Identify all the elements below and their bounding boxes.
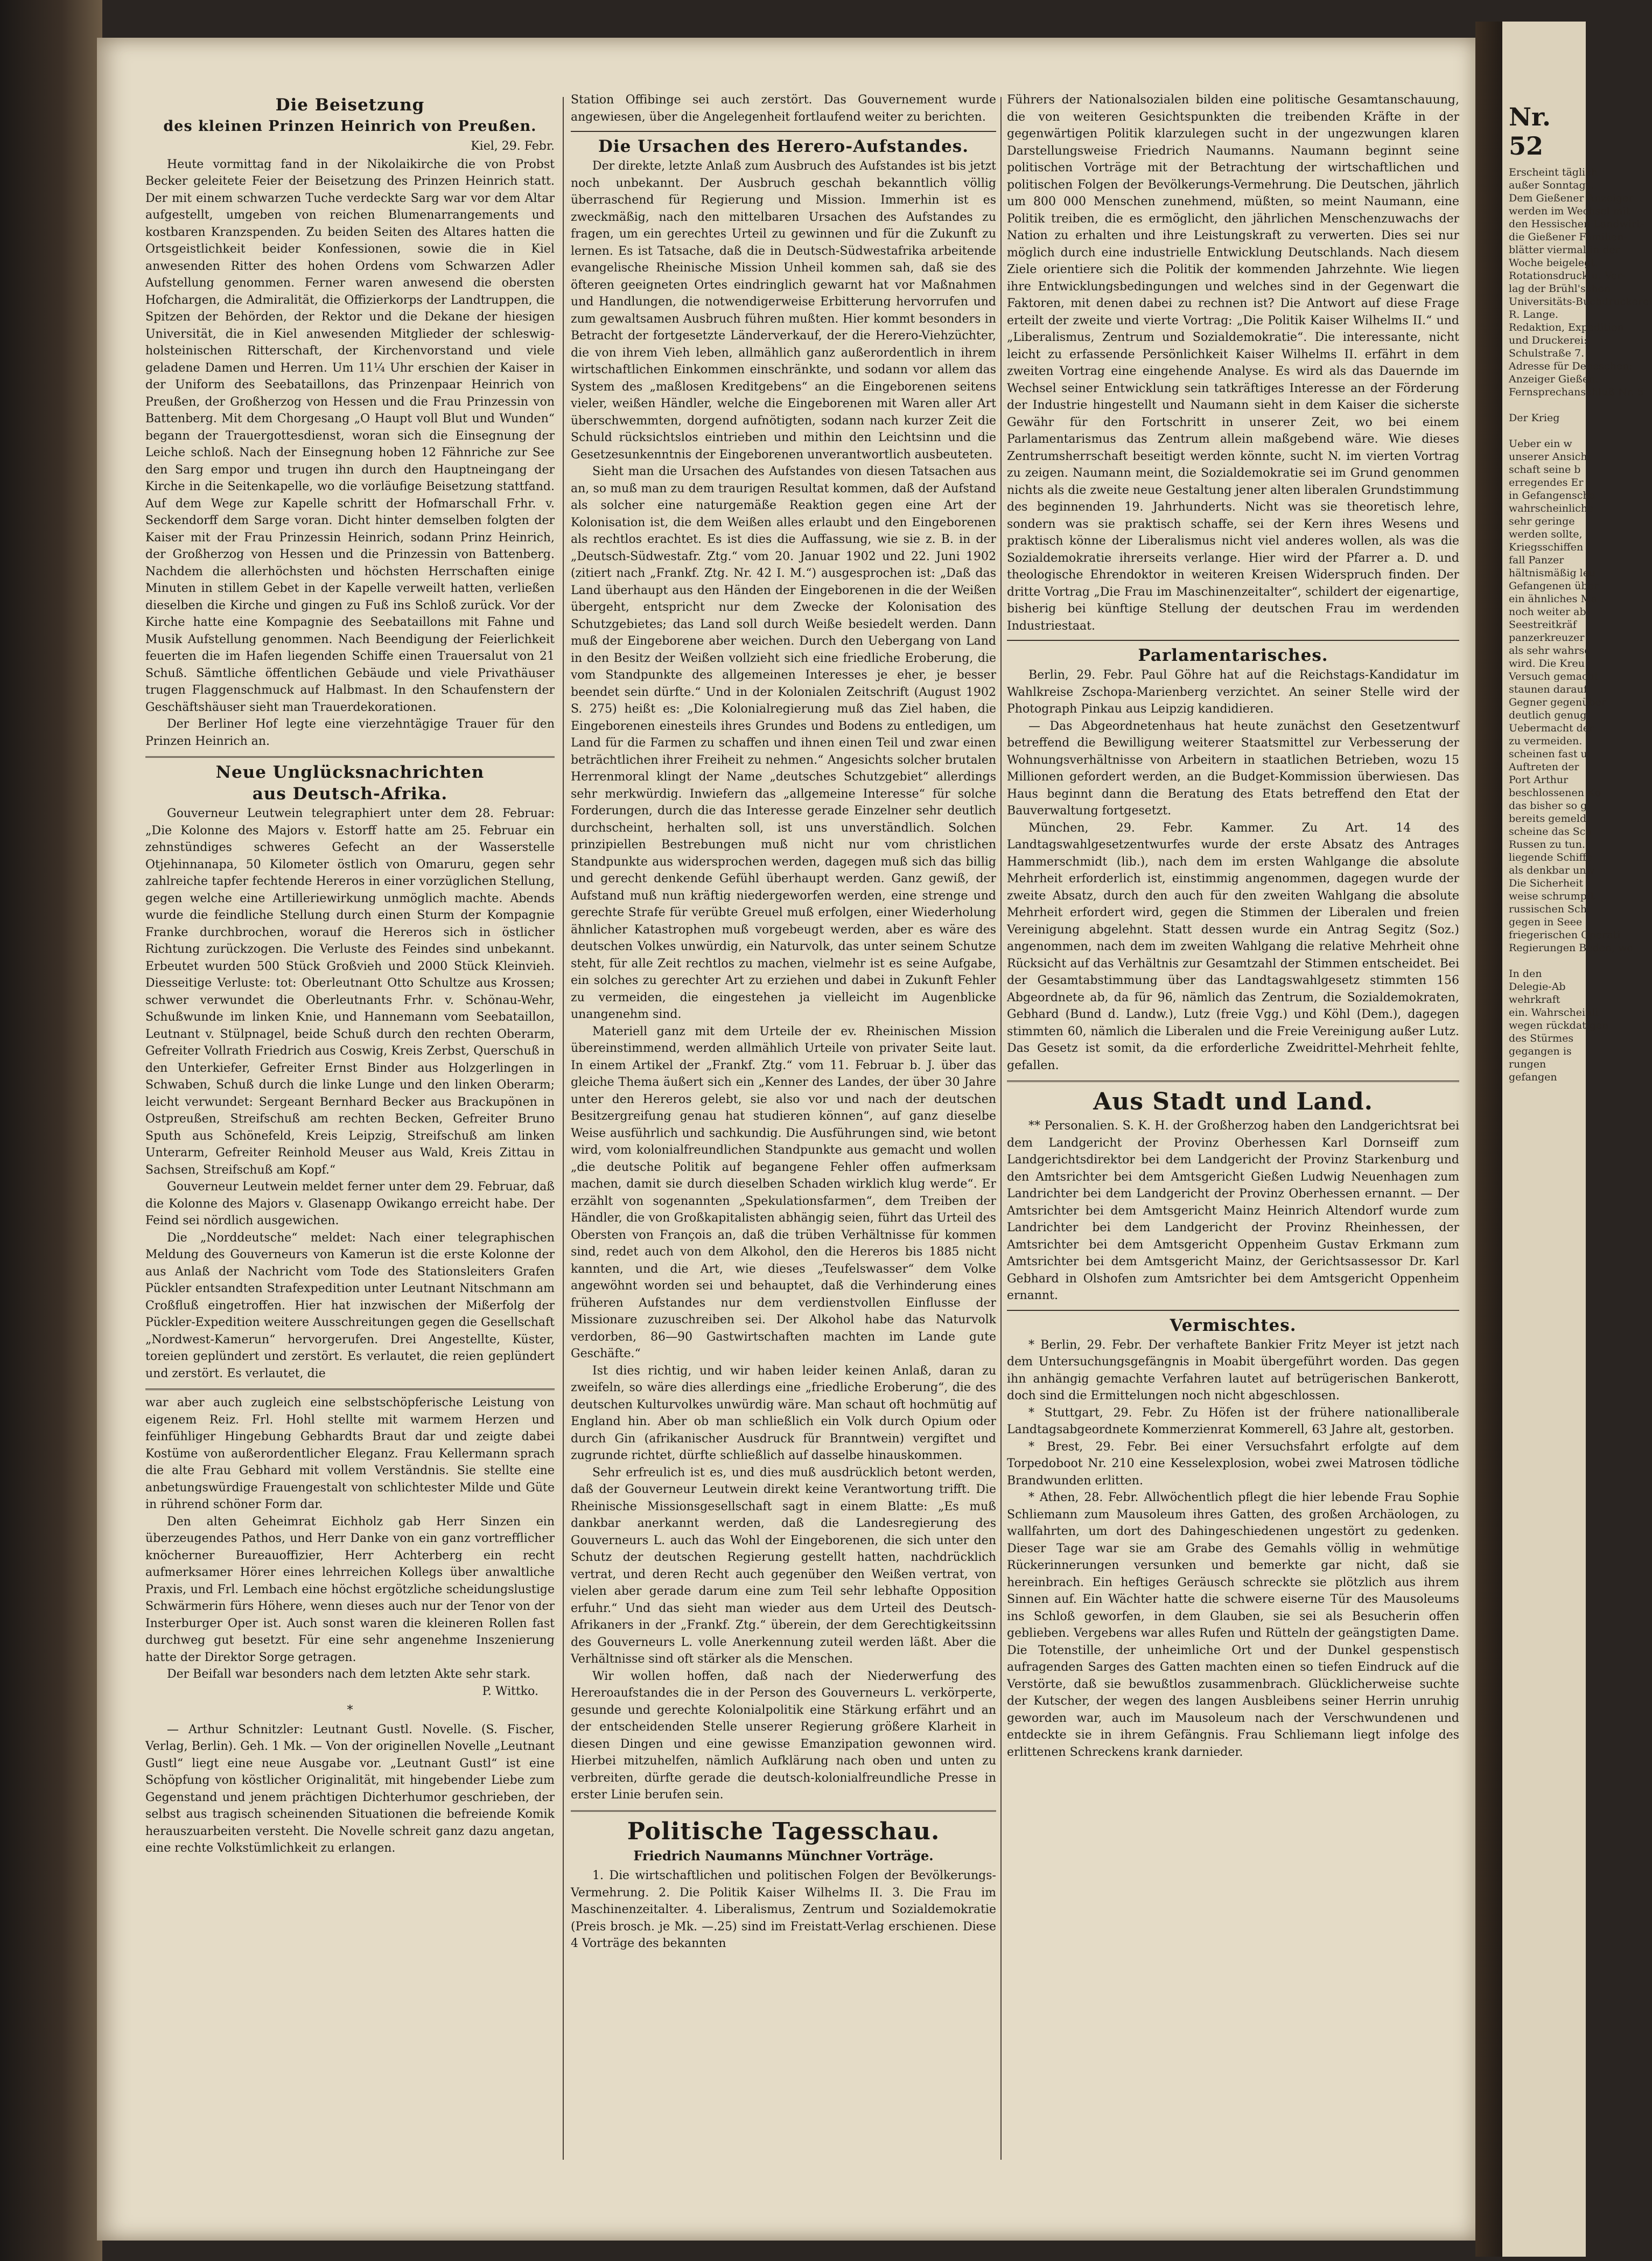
column-rule-1 [563,97,564,2160]
article-paragraph: Führers der Nationalsozialen bilden eine politische Gesamtanschauung, die von weiteren Gesichtspunkten die treibenden Kräfte in der gegenwärtigen Politik klarzulegen sucht in der ungezwungen klaren Darstellungsweise Friedrich Naumanns. Naumann beginnt seine politischen Vorträge mit der Betrachtung der wirtschaftlichen und politischen Folgen der Bevölkerungs-Vermehrung. Die Deutschen, jährlich um 800 000 Menschen zunehmend, müßten, so meint Naumann, eine Politik treiben, die es ermöglicht, den jährlichen Menschenzuwachs der Nation zu erhalten und ihre Leistungskraft zu verwerten. Dies sei nur möglich durch eine industrielle Entwicklung Deutschlands. Nach diesem Ziele orientiere sich die Politik der kommenden Jahrzehnte. Wie liegen ihre Entwicklungsbedingungen und welches sind in der Gegenwart die Faktoren, mit denen dabei zu rechnen ist? Die Antwort auf diese Frage erteilt der zweite und vierte Vortrag: „Die Politik Kaiser Wilhelms II.“ und „Liberalismus, Zentrum und Sozialdemokratie“. Die interessante, nicht leicht zu erfassende Persönlichkeit Kaiser Wilhelms II. erfährt in dem zweiten Vortrag eine eingehende Analyse. Es wird als das Dauernde im Wechsel seiner Entwicklung sein tatkräftiges Interesse an der Förderung der Industrie hingestellt und Naumann sieht in dem Kaiser die sicherste Gewähr für den Fortschritt in unserer Zeit, wo bei einem Parlamentarismus das Zentrum allein maßgebend wäre. Wie dieses Zentrumsherrschaft beseitigt werden könnte, sucht N. im vierten Vortrag zu zeigen. Naumann meint, die Sozialdemokratie sei im Grund genommen nichts als die zweite neue Gestaltung jener alten liberalen Grundstimmung des beginnenden 19. Jahrhunderts. Nicht was sie theoretisch lehre, sondern was sie praktisch schaffe, sei der Kern ihres Wesens und praktisch könne der Liberalismus nicht viel anderes wollen, als was die Sozialdemokratie ihrerseits verlange. Hier wird der Pfarrer a. D. und theologische Ehrendoktor in weiteren Kreisen Widerspruch finden. Der dritte Vortrag „Die Frau im Maschinenzeitalter“, schildert der eigenartige, bisherig bei künftige Stellung der deutschen Frau im werdenden Industriestaat. [1007,93,1459,633]
section-divider [1007,1080,1459,1082]
feuilleton-divider [145,1388,555,1390]
section-divider [571,1810,996,1812]
article-paragraph: ** Personalien. S. K. H. der Großherzog haben den Landgerichtsrat bei dem Landgericht der Provinz Oberhessen Karl Dornseiff zum Landgerichtsdirektor bei dem Landgericht der Provinz Starkenburg und den Amtsrichter bei dem Amtsgericht Gießen Ludwig Neuenhagen zum Landrichter bei dem Landgericht der Provinz Oberhessen ernannt. — Der Amtsrichter bei dem Amtsgericht Mainz Heinrich Altendorf wurde zum Landrichter bei dem Landgericht der Provinz Rheinhessen, der Amtsrichter bei dem Amtsgericht Oppenheim Gustav Erkmann zum Amtsrichter bei dem Amtsgericht Mainz, der Gerichtsassessor Dr. Karl Gebhard in Olshofen zum Amtsrichter bei dem Amtsgericht Oppenheim ernannt. [1007,1119,1459,1302]
headline-stadt-und-land: Aus Stadt und Land. [1093,1088,1373,1115]
article-paragraph: München, 29. Febr. Kammer. Zu Art. 14 des Landtagswahlgesetzentwurfes wurde der erste Absatz des Antrages Hammerschmidt (lib.), nach dem im ersten Wahlgange die absolute Mehrheit erforderlich ist, einstimmig angenommen, dagegen wurde der zweite Absatz, durch den auch für den zweiten Wahlgang die absolute Mehrheit erfordert wird, gegen die Stimmen der Liberalen und freien Vereinigung abgelehnt. Statt dessen wurde ein Antrag Segitz (Soz.) angenommen, nach dem im zweiten Wahlgang die relative Mehrheit ohne Rücksicht auf das Verhältnis zur Gesamtzahl der Stimmen entscheidet. Bei der Gesamtabstimmung über das Landtagswahlgesetz stimmten 156 Abgeordnete ab, da für 96, nämlich das Zentrum, die Sozialdemokraten, Gebhard (Bund d. Landw.), Lutz (freie Vgg.) und Köhl (Dem.), dagegen stimmten 60, nämlich die Liberalen und die Freie Vereinigung außer Lutz. Das Gesetz ist somit, da die erforderliche Zweidrittel-Mehrheit fehlte, gefallen. [1007,821,1459,1072]
headline-unglueck-sub: aus Deutsch-Afrika. [252,784,448,804]
news-item: * Brest, 29. Febr. Bei einer Versuchsfahrt erfolgte auf dem Torpedoboot Nr. 210 eine Kesselexplosion, wobei zwei Matrosen tödliche Brandwunden erlitten. [1007,1440,1459,1488]
book-binding [0,0,102,2261]
feuilleton-paragraph: war aber auch zugleich eine selbstschöpferische Leistung von eigenem Reiz. Frl. Hohl stellte mit warmem Herzen und feinfühliger Hingebung Gebhardts Braut dar und zeigte dabei Kostüme von außerordentlicher Eleganz. Frau Kellermann sprach die alte Frau Gebhard mit vollem Verständnis. Sie stellte eine anbetungswürdige Frauengestalt von schlichtester Milde und Güte in rührend schöner Form dar. [145,1396,555,1511]
article-paragraph: Wir wollen hoffen, daß nach der Niederwerfung des Hereroaufstandes die in der Person des Gouverneurs L. verkörperte, gesunde und gerechte Kolonialpolitik eine Stärkung erfährt und an der entscheidenden Stelle unserer Regierung größere Klarheit in diesen Dingen und eine gewisse Emanzipation gewonnen wird. Hierbei mitzuhelfen, nämlich Aufklärung nach oben und unten zu verbreiten, dürfte gerade die deutsch-kolonialfreundliche Presse in erster Linie berufen sein. [571,1669,996,1802]
headline-beisetzung-sub: des kleinen Prinzen Heinrich von Preußen. [163,118,537,135]
column-1 [145,92,555,2176]
book-review-paragraph: — Arthur Schnitzler: Leutnant Gustl. Novelle. (S. Fischer, Verlag, Berlin). Geh. 1 Mk. — Von der originellen Novelle „Leutnant Gustl“ liegt eine neue Ausgabe vor. „Leutnant Gustl“ ist eine Schöpfung von köstlicher Originalität, mit hingebender Liebe zum Gegenstand und jenem prächtigen Dichterhumor geschrieben, der selbst aus tragisch scheinenden Situationen die befreiende Komik herauszuarbeiten versteht. Die Novelle schreit ganz dazu angetan, eine rechte Volkstümlichkeit zu erlangen. [145,1722,555,1855]
article-paragraph: Der Berliner Hof legte eine vierzehntägige Trauer für den Prinzen Heinrich an. [145,717,555,748]
column-rule-2 [1000,97,1002,2160]
article-paragraph: Berlin, 29. Febr. Paul Göhre hat auf die Reichstags-Kandidatur im Wahlkreise Zschopa-Marienberg verzichtet. An seiner Stelle wird der Photograph Pinkau aus Leipzig kandidieren. [1007,668,1459,716]
article-paragraph: Die „Norddeutsche“ meldet: Nach einer telegraphischen Meldung des Gouverneurs von Kamerun ist die erste Kolonne der aus Anlaß der Nachricht vom Tode des Stationsleiters Grafen Pückler entsandten Strafexpedition unter Leutnant Nitschmann am Croßfluß eingetroffen. Hier hat inzwischen der Mißerfolg der Pückler-Expedition weitere Ausschreitungen gegen die Gesellschaft „Nordwest-Kamerun“ hervorgerufen. Drei Angestellte, Küster, toreien geplündert und zerstört. Es verlautet, die reien geplündert und zerstört. Es verlautet, die [145,1231,555,1380]
section-divider [145,756,555,758]
issue-number: Nr. 52 [1509,102,1551,160]
section-divider [571,131,996,132]
author-signature: P. Wittko. [482,1684,538,1698]
article-paragraph: Heute vormittag fand in der Nikolaikirche die von Probst Becker geleitete Feier der Beisetzung des Prinzen Heinrich statt. Der mit einem schwarzen Tuche verdeckte Sarg war vor dem Altar aufgestellt, umgeben von reichen Blumenarrangements und kostbaren Kranzspenden. Zu beiden Seiten des Altares hatten die Ortsgeistlichkeit beider Konfessionen, sowie die in Kiel anwesenden Ritter des hohen Ordens vom Schwarzen Adler Aufstellung genommen. Ferner waren anwesend die obersten Hofchargen, die Admiralität, die Offizierkorps der Landtruppen, die Spitzen der Behörden, der Rektor und die Dekane der hiesigen Universität, die in Kiel anwesenden Mitglieder der schleswig-holsteinischen Ritterschaft, der Kirchenvorstand und viele geladene Damen und Herren. Um 11¼ Uhr erschien der Kaiser in der Uniform des Seebataillons, das Prinzenpaar Heinrich von Preußen, der Großherzog von Hessen und die Frau Prinzessin von Battenberg. Mit dem Chorgesang „O Haupt voll Blut und Wunden“ begann der Trauergottesdienst, woran sich die Einsegnung der Leiche schloß. Nach der Einsegnung hoben 12 Fähnriche zur See den Sarg empor und trugen ihn durch den Hauptneingang der Kirche in die Seitenkapelle, wo die vorläufige Beisetzung stattfand. Auf dem Wege zur Kapelle schritt der Hofmarschall Frhr. v. Seckendorff dem Sarge voran. Dicht hinter demselben folgten der Kaiser mit der Frau Prinzessin Heinrich, sodann Prinz Heinrich, der Großherzog von Hessen und die Prinzessin von Battenberg. Nachdem die allerhöchsten und höchsten Herrschaften einige Minuten in stillem Gebet in der Kapelle verweilt hatten, verließen dieselben die Kirche und gingen zu Fuß ins Schloß zurück. Vor der Kirche hatte eine Kompagnie des Seebataillons mit Fahne und Musik Aufstellung genommen. Nach Beendigung der Feierlichkeit feuerten die im Hafen liegenden Schiffe einen Trauersalut von 21 Schuß. Sämtliche öffentlichen Gebäude und viele Privathäuser trugen Flaggenschmuck auf Halbmast. In den Schaufenstern der Geschäftshäuser sieht man Trauerdekorationen. [145,157,555,714]
subheadline-naumann: Friedrich Naumanns Münchner Vorträge. [633,1847,934,1864]
feuilleton-paragraph: Den alten Geheimrat Eichholz gab Herr Sinzen ein überzeugendes Pathos, und Herr Danke von ein ganz vortrefflicher knöcherner Bureauoffizier, Herr Achterberg ein recht aufmerksamer Hörer eines lehrreichen Kollegs über anwaltliche Praxis, und Frl. Lembach eine höchst ergötzliche scheidungslustige Schwärmerin fürs Höhere, wenn dieses auch nur der Tenor von der Insterburger Oper ist. Auch sonst waren die kleineren Rollen fast durchweg gut besetzt. Für eine sehr angenehme Inszenierung hatte der Direktor Sorge getragen. [145,1515,555,1664]
section-divider [1007,640,1459,641]
asterisk-divider: * [347,1704,353,1717]
dateline: Kiel, 29. Febr. [471,139,555,153]
article-paragraph: 1. Die wirtschaftlichen und politischen Folgen der Bevölkerungs-Vermehrung. 2. Die Politik Kaiser Wilhelms II. 3. Die Frau im Maschinenzeitalter. 4. Liberalismus, Zentrum und Sozialdemokratie (Preis brosch. je Mk. —.25) sind im Freistatt-Verlag erschienen. Diese 4 Vorträge des bekannten [571,1869,996,1950]
article-paragraph: — Das Abgeordnetenhaus hat heute zunächst den Gesetzentwurf betreffend die Bewilligung weiterer Staatsmittel zur Verbesserung der Wohnungsverhältnisse von Arbeitern in staatlichen Betrieben, wozu 15 Millionen gefordert werden, an die Budget-Kommission überwiesen. Das Haus beginnt dann die Beratung des Etats betreffend den Etat der Bauverwaltung fortgesetzt. [1007,719,1459,818]
article-paragraph: Gouverneur Leutwein telegraphiert unter dem 28. Februar: „Die Kolonne des Majors v. Estorff hatte am 25. Februar ein zehnstündiges schweres Gefecht an der Wasserstelle Otjehinnanapa, 50 Kilometer östlich von Omaruru, gegen sehr zahlreiche tapfer fechtende Hereros in einer vorzüglichen Stellung, gegen welche eine Artilleriewirkung unmöglich machte. Abends wurde die feindliche Stellung durch einen Sturm der Kompagnie Franke durchbrochen, worauf die Hereros sich in östlicher Richtung zurückzogen. Die Verluste des Feindes sind unbekannt. Erbeutet wurden 500 Stück Großvieh und 2000 Stück Kleinvieh. Diesseitige Verluste: tot: Oberleutnant Otto Schultze aus Krossen; schwer verwundet die Oberleutnants Frhr. v. Schönau-Wehr, Schußwunde im linken Knie, und Hannemann vom Seebataillon, Leutnant v. Stülpnagel, beide Schuß durch den rechten Oberarm, Gefreiter Vollrath Friedrich aus Coswig, Kreis Zerbst, Querschuß in den Unterkiefer, Gefreiter Ernst Binder aus Holzgerlingen in Schwaben, Schuß durch die linke Lunge und den linken Oberarm; leicht verwundet: Sergeant Bernhard Becker aus Brackupönen in Ostpreußen, Streifschuß am rechten Becken, Gefreiter Bruno Sputh aus Schönefeld, Kreis Leipzig, Streifschuß am linken Unterarm, Gefreiter Reinhold Meuser aus Wald, Kreis Zittau in Sachsen, Streifschuß am Kopf.“ [145,807,555,1177]
column-3 [1007,92,1459,2176]
news-item: * Athen, 28. Febr. Allwöchentlich pflegt die hier lebende Frau Sophie Schliemann zum Mausoleum ihres Gatten, des großen Archäologen, zu wallfahrten, um dort des Dahingeschiedenen ungestört zu gedenken. Dieser Tage war sie am Grabe des Gemahls völlig in wehmütige Rückerinnerungen versunken und bemerkte gar nicht, daß sie hereinbrach. Ein heftiges Geräusch schreckte sie plötzlich aus ihrem Sinnen auf. Ein Wächter hatte die schwere eiserne Tür des Mausoleums ins Schloß geworfen, in dem Glauben, sie sei als Besucherin offen geblieben. Vergebens war alles Rufen und Rütteln der geängstigten Dame. Die Totenstille, der unheimliche Ort und der Dunkel gespenstisch aufragenden Sarges des Gatten machten einen so tiefen Eindruck auf die Verstörte, daß sie bewußtlos zusammenbrach. Glücklicherweise suchte der Kutscher, der wegen des langen Ausbleibens seiner Herrin unruhig geworden war, auch im Mausoleum nach der Verschwundenen und entdeckte sie in ihrem Gefängnis. Frau Schliemann liegt infolge des erlittenen Schreckens krank darnieder. [1007,1491,1459,1759]
headline-beisetzung: Die Beisetzung [275,95,425,115]
headline-vermischtes: Vermischtes. [1170,1315,1297,1335]
article-paragraph: Sieht man die Ursachen des Aufstandes von diesen Tatsachen aus an, so muß man zu dem traurigen Resultat kommen, daß der Aufstand als solcher eine naturgemäße Reaktion gegen eine Art der Kolonisation ist, die dem Weißen alles erlaubt und den Eingeborenen als rechtlos erachtet. Es ist dies die Auffassung, wie sie z. B. in der „Deutsch-Südwestafr. Ztg.“ vom 20. Januar 1902 und 22. Juni 1902 (zitiert nach „Frankf. Ztg. Nr. 42 I. M.“) ausgesprochen ist: „Daß das Land überhaupt aus den Händen der Eingeborenen in die der Weißen übergeht, entspricht nur dem Zwecke der Kolonisation des Schutzgebietes; das Land soll durch Weiße besiedelt werden. Dann muß der Eingeborene aber weichen. Durch den Uebergang von Land in den Besitz der Weißen vollzieht sich eine friedliche Eroberung, die vom Standpunkte des allgemeinen Interesses je eher, je besser beendet sein dürfte.“ Und in der Kolonialen Zeitschrift (August 1902 S. 275) heißt es: „Die Kolonialregierung muß das Ziel haben, die Eingeborenen einesteils ihres Grundes und Bodens zu entledigen, um Land für die Farmen zu schaffen und ihnen einen Teil und zwar einen beträchtlichen ihrer Freiheit zu nehmen.“ Angesichts solcher brutalen Herrenmoral klingt der Name „deutsches Schutzgebiet“ allerdings sehr merkwürdig. Inwiefern das „allgemeine Interesse“ für solche Forderungen, durch die das Interesse gerade Einzelner sehr deutlich durchscheint, herhalten soll, ist uns unverständlich. Solchen prinzipiellen Bestrebungen muß nicht nur vom christlichen Standpunkte aus widersprochen werden, dagegen muß sich das billig und gerecht denkende Gefühl überhaupt werden. Ganz gewiß, der Aufstand muß nun kräftig niedergeworfen werden, eine strenge und gerechte Strafe für verübte Greuel muß erfolgen, einer Wiederholung ähnlicher Katastrophen muß vorgebeugt werden, aber es wäre des deutschen Volkes unwürdig, ein Naturvolk, das unter seinem Schutze steht, für alle Zeit rechtlos zu machen, vielmehr ist es seine Aufgabe, ein solches zu gerechter Art zu erziehen und dabei in Zukunft Fehler zu vermeiden, die eingestehen ja vielleicht im Augenblicke unangenehm sind. [571,465,996,1021]
section-divider [1007,1310,1459,1311]
article-paragraph: Der direkte, letzte Anlaß zum Ausbruch des Aufstandes ist bis jetzt noch unbekannt. Der Ausbruch geschah bekanntlich völlig überraschend für Regierung und Mission. Immerhin ist es zweckmäßig, nach den mittelbaren Ursachen des Aufstandes zu fragen, um ein gerechtes Urteil zu gewinnen und für die Zukunft zu lernen. Es ist Tatsache, daß die in Deutsch-Südwestafrika arbeitende evangelische Rheinische Mission Unheil kommen sah, daß sie des öfteren geeigneten Ortes eindringlich gewarnt hat vor Maßnahmen und Handlungen, die notwendigerweise Erbitterung hervorrufen und zum gewaltsamen Ausbruch führen mußten. Hier kommt besonders in Betracht der fortgesetzte Länderverkauf, der die Herero-Viehzüchter, die von ihrem Vieh leben, allmählich ganz außerordentlich in ihrem wirtschaftlichen Einkommen einschränkte, und sodann vor allem das System des „maßlosen Kreditgebens“ an die Eingeborenen seitens vieler, weißen Händler, welche die Eingeborenen mit Waren aller Art überschwemmten, dorgend aufnötigten, sodann nach kurzer Zeit die Schuld rücksichtslos eintrieben und mithin den Leichtsinn und die Gesetzesunkenntnis der Eingeborenen unverantwortlich ausbeuteten. [571,159,996,462]
headline-unglueck: Neue Unglücksnachrichten [215,763,485,782]
headline-tagesschau: Politische Tagesschau. [627,1817,940,1845]
feuilleton-paragraph: Der Beifall war besonders nach dem letzten Akte sehr stark. [167,1667,531,1681]
article-paragraph: Station Offibinge sei auch zerstört. Das Gouvernement wurde angewiesen, über die Angelegenheit fortlaufend weiter zu berichten. [571,93,996,124]
adjacent-page-text: Erscheint täglich außer Sonntags. Dem Gießener Anzeiger werden im Wechsel mit den Hessischen Landwirt- die Gießener Familien- blätter viermal in der Woche beigelegt. Rotationsdruck u. Ver- lag der Brühl'schen Universitäts-Buchdruckerei R. Lange. Redaktion, Expedition und Druckerei: Schulstraße 7. Adresse für Depeschen: Anzeiger Gießen. Fernsprechanschluß Nr. 5 Der Krieg Ueber ein w unserer Ansicht schaft seine b erregendes Er in Gefangenscha wahrscheinliche sehr geringe werden sollte, Kriegsschiffen fall Panzer hältnismäßig leu Gefangenen über ein ähnliches Ma noch weiter ab Seestreitkräf panzerkreuzer als sehr wahrsc wird. Die Kreu Versuch gemacht staunen darauf Gegner gegenüber deutlich genug Uebermacht der zu vermeiden. scheinen fast u Auftreten der Port Arthur beschlossenen Ko das bisher so g bereits gemeld scheine das Sch Russen zu tun. liegende Schiffe als denkbar unw Die Sicherheit weise schrumpft russischen Schi gegen in Seee friegerischen Operati Regierungen Beden, wo In den Delegie-Ab wehrkraft ein. Wahrscheinli wegen rückdatigen des Stürmes gegangen is rungen gefangen [1509,166,1652,1083]
article-paragraph: Ist dies richtig, und wir haben leider keinen Anlaß, daran zu zweifeln, so wäre dies allerdings eine „friedliche Eroberung“, die des deutschen Kulturvolkes unwürdig wäre. Man schaut oft hochmütig auf England hin. Aber ob man schließlich ein Volk durch Opium oder durch Gin (afrikanischer Ausdruck für Branntwein) vergiftet und zugrunde richtet, dürfte schließlich auf dasselbe hinauskommen. [571,1364,996,1462]
news-item: * Berlin, 29. Febr. Der verhaftete Bankier Fritz Meyer ist jetzt nach dem Untersuchungsgefängnis in Moabit übergeführt worden. Das gegen ihn anhängig gemachte Verfahren lautet auf betrügerischen Bankerott, doch sind die Ermittelungen noch nicht abgeschlossen. [1007,1338,1459,1402]
headline-parlamentarisches: Parlamentarisches. [1138,646,1328,665]
headline-herero: Die Ursachen des Herero-Aufstandes. [598,137,969,156]
news-item: * Stuttgart, 29. Febr. Zu Höfen ist der frühere nationalliberale Landtagsabgeordnete Kommerzienrat Kommerell, 63 Jahre alt, gestorben. [1007,1406,1459,1436]
column-2 [571,92,996,2176]
article-paragraph: Sehr erfreulich ist es, und dies muß ausdrücklich betont werden, daß der Gouverneur Leutwein direkt keine Verantwortung trifft. Die Rheinische Missionsgesellschaft sagt in einem Blatte: „Es muß dankbar anerkannt werden, daß die Landesregierung des Gouverneurs L. auch das Wohl der Eingeborenen, die sich unter den Schutz der deutschen Regierung gestellt hatten, nachdrücklich vertrat, und deren Recht auch gegenüber den Weißen vertrat, von vielen aber gerade darum eine zum Teil sehr lebhafte Opposition erfuhr.“ Und das sieht man wieder aus dem Urteil des Deutsch-Afrikaners in der „Frankf. Ztg.“ überein, der dem Gerechtigkeitssinn des Gouverneurs L. volle Anerkennung zuteil werden läßt. Aber die Verhältnisse sind oft stärker als die Menschen. [571,1466,996,1666]
article-paragraph: Gouverneur Leutwein meldet ferner unter dem 29. Februar, daß die Kolonne des Majors v. Glasenapp Owikango erreicht habe. Der Feind sei nördlich ausgewichen. [145,1180,555,1227]
adjacent-page [1502,22,1652,2257]
article-paragraph: Materiell ganz mit dem Urteile der ev. Rheinischen Mission übereinstimmend, werden allmählich Urteile von privater Seite laut. In einem Artikel der „Frankf. Ztg.“ vom 11. Februar b. J. über das gleiche Thema äußert sich ein „Kenner des Landes, der über 30 Jahre unter den Hereros gelebt, sie also vor und nach der deutschen Besitzergreifung genau hat studieren können“, auf ganz dieselbe Weise ausführlich und sachkundig. Die Ausführungen sind, wie betont wird, vom kolonialfreundlichen Standpunkte aus gemacht und wollen „die deutsche Politik auf begangene Fehler offen aufmerksam machen, damit sie durch dieselben Schaden wirklich klug werde“. Er erzählt von sogenannten „Spekulationsfarmen“, dem Treiben der Händler, die von Großkapitalisten abhängig seien, führt das Urteil des Obersten von François an, daß die trüben Verhältnisse für kommen sind, redet auch von dem Alkohol, den die Hereros bis 1885 nicht kannten, und die Art, wie dieses „Teufelswasser“ dem Volke angewöhnt worden sei und behauptet, daß die Verhinderung eines früheren Aufstandes nur dem verdienstvollen Einflusse der Missionare zuzuschreiben sei. Der Alkohol habe das Naturvolk verdorben, 86—90 Gastwirtschaften machten im Lande gute Geschäfte.“ [571,1024,996,1360]
